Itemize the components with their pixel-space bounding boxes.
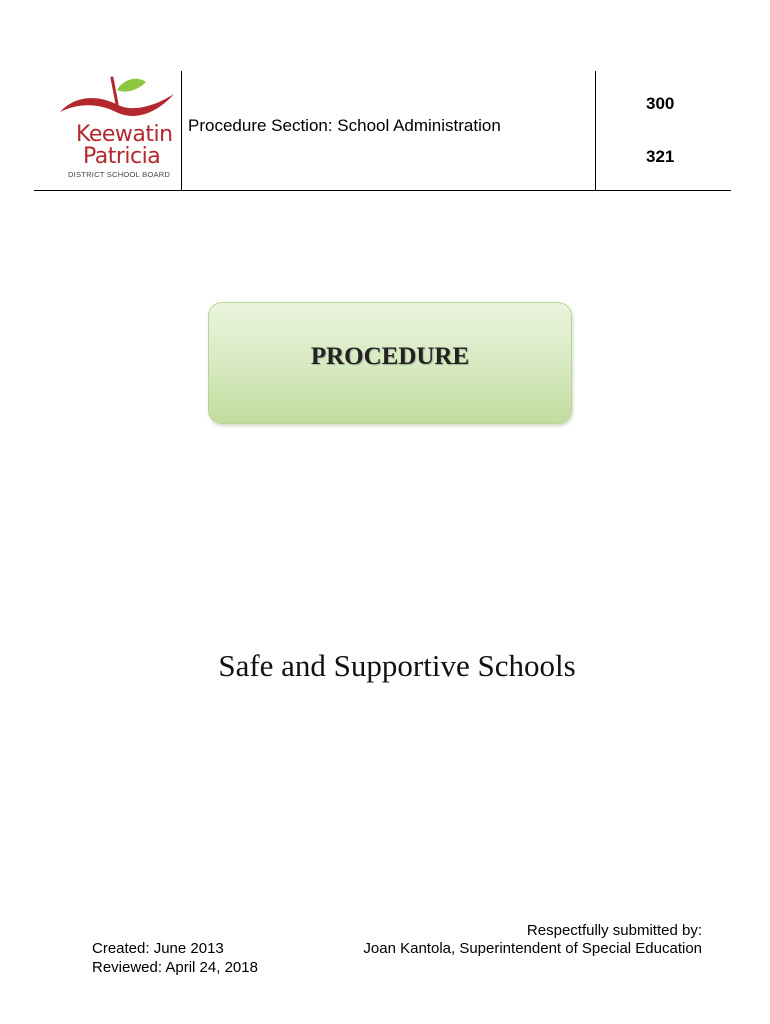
logo-name-line2: Patricia	[83, 144, 161, 169]
header-divider-left	[181, 71, 182, 190]
procedure-banner-label: PROCEDURE	[310, 343, 470, 370]
document-header	[0, 0, 770, 200]
reviewed-date: Reviewed: April 24, 2018	[92, 959, 258, 976]
procedure-section-label: Procedure Section: School Administration	[188, 116, 501, 135]
logo-name-line1: Keewatin	[76, 122, 173, 147]
procedure-number: 321	[646, 147, 675, 166]
submitted-by-author: Joan Kantola, Superintendent of Special Education	[363, 940, 702, 957]
created-date: Created: June 2013	[92, 940, 224, 957]
header-divider-right	[595, 71, 596, 190]
submitted-by-label: Respectfully submitted by:	[526, 922, 702, 939]
document-title: Safe and Supportive Schools	[218, 648, 576, 683]
logo-subtitle: DISTRICT SCHOOL BOARD	[68, 170, 171, 179]
section-number: 300	[646, 94, 675, 113]
board-logo	[54, 74, 180, 184]
procedure-banner	[208, 302, 572, 424]
header-rule	[34, 190, 731, 191]
